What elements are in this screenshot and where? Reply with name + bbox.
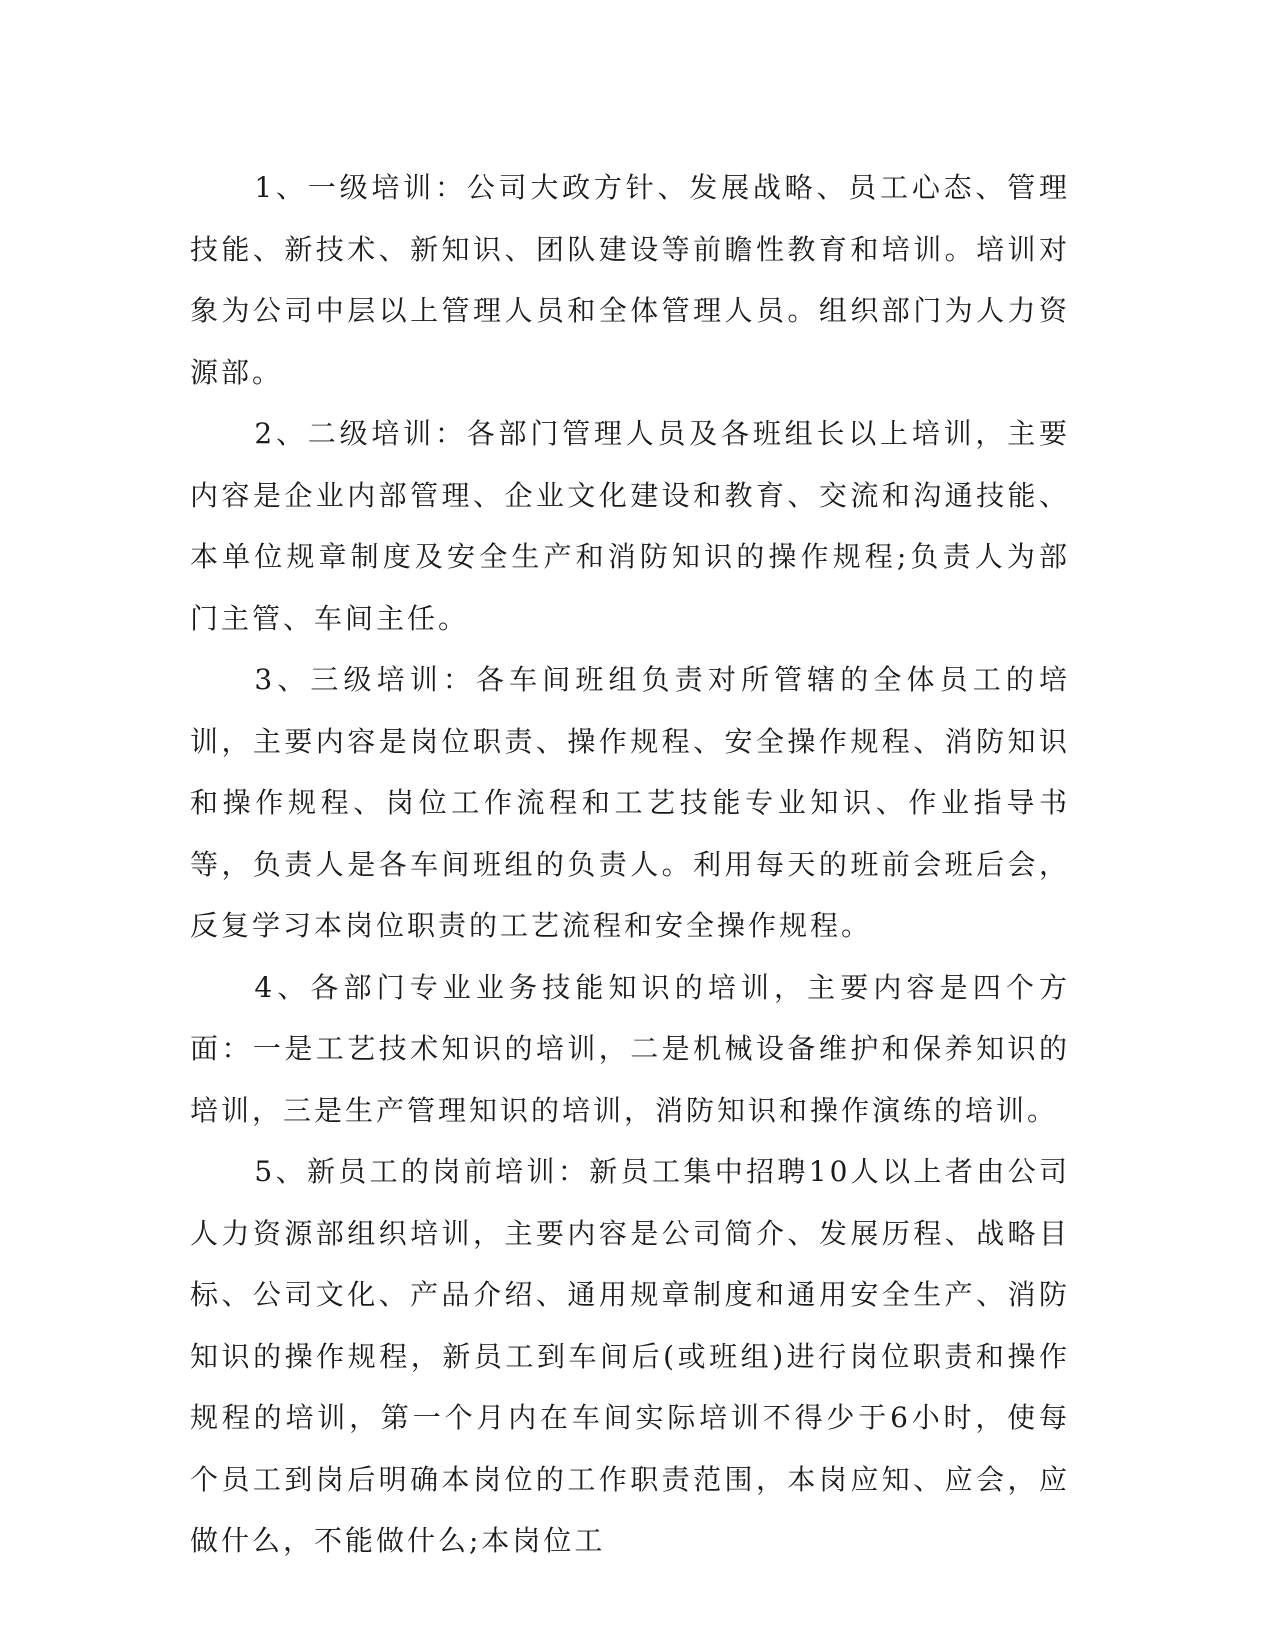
paragraph-level-1-training: 1、一级培训：公司大政方针、发展战略、员工心态、管理技能、新技术、新知识、团队建设等前瞻性教育和培训。培训对象为公司中层以上管理人员和全体管理人员。组织部门为人力资源部。 — [190, 171, 1070, 389]
paragraph-department-skills-training: 4、各部门专业业务技能知识的培训，主要内容是四个方面：一是工艺技术知识的培训，二是机械设备维护和保养知识的培训，三是生产管理知识的培训，消防知识和操作演练的培训。 — [190, 970, 1070, 1127]
document-body — [190, 157, 1070, 1572]
paragraph-level-3-training: 3、三级培训：各车间班组负责对所管辖的全体员工的培训，主要内容是岗位职责、操作规程、安全操作规程、消防知识和操作规程、岗位工作流程和工艺技能专业知识、作业指导书等，负责人是各车间班组的负责人。利用每天的班前会班后会，反复学习本岗位职责的工艺流程和安全操作规程。 — [190, 663, 1070, 942]
paragraph-level-2-training: 2、二级培训：各部门管理人员及各班组长以上培训，主要内容是企业内部管理、企业文化建设和教育、交流和沟通技能、本单位规章制度及安全生产和消防知识的操作规程;负责人为部门主管、车间主任。 — [190, 417, 1070, 635]
paragraph-new-employee-training: 5、新员工的岗前培训：新员工集中招聘10人以上者由公司人力资源部组织培训，主要内容是公司简介、发展历程、战略目标、公司文化、产品介绍、通用规章制度和通用安全生产、消防知识的操作规程，新员工到车间后(或班组)进行岗位职责和操作规程的培训，第一个月内在车间实际培训不得少于6小时，使每个员工到岗后明确本岗位的工作职责范围，本岗应知、应会，应做什么，不能做什么;本岗位工 — [190, 1155, 1070, 1557]
